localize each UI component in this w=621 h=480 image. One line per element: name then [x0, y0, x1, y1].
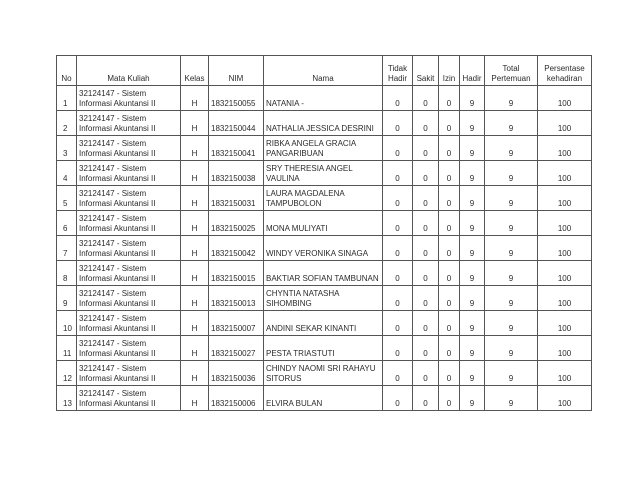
cell-kelas: H — [181, 261, 209, 286]
cell-tidak-hadir: 0 — [383, 86, 413, 111]
cell-nama: SRY THERESIA ANGEL VAULINA — [264, 161, 383, 186]
cell-izin: 0 — [439, 136, 460, 161]
mata-kuliah-line-1: 32124147 - Sistem — [79, 239, 147, 248]
table-row — [57, 386, 592, 411]
header-nama: Nama — [264, 56, 383, 86]
cell-persentase-kehadiran: 100 — [538, 261, 592, 286]
header-total-pertemuan-line-1: Total — [502, 64, 520, 73]
cell-persentase-kehadiran: 100 — [538, 236, 592, 261]
table-row — [57, 261, 592, 286]
cell-izin: 0 — [439, 286, 460, 311]
cell-tidak-hadir: 0 — [383, 161, 413, 186]
cell-sakit: 0 — [413, 386, 439, 411]
cell-sakit: 0 — [413, 86, 439, 111]
cell-nama: CHYNTIA NATASHA SIHOMBING — [264, 286, 383, 311]
cell-no: 13 — [57, 386, 77, 411]
attendance-sheet — [56, 55, 592, 411]
cell-nama: PESTA TRIASTUTI — [264, 336, 383, 361]
header-no: No — [57, 56, 77, 86]
cell-nim: 1832150027 — [209, 336, 264, 361]
cell-nim: 1832150013 — [209, 286, 264, 311]
cell-total-pertemuan: 9 — [485, 261, 538, 286]
cell-total-pertemuan: 9 — [485, 361, 538, 386]
cell-persentase-kehadiran: 100 — [538, 211, 592, 236]
cell-mata-kuliah — [77, 111, 181, 136]
mata-kuliah-line-2: Informasi Akuntansi II — [79, 399, 156, 408]
cell-total-pertemuan: 9 — [485, 136, 538, 161]
cell-kelas: H — [181, 361, 209, 386]
cell-kelas: H — [181, 186, 209, 211]
cell-no: 6 — [57, 211, 77, 236]
cell-persentase-kehadiran: 100 — [538, 111, 592, 136]
cell-hadir: 9 — [460, 386, 485, 411]
cell-izin: 0 — [439, 261, 460, 286]
table-row — [57, 311, 592, 336]
cell-nim: 1832150015 — [209, 261, 264, 286]
table-row — [57, 211, 592, 236]
cell-no: 10 — [57, 311, 77, 336]
cell-kelas: H — [181, 286, 209, 311]
cell-sakit: 0 — [413, 336, 439, 361]
cell-hadir: 9 — [460, 86, 485, 111]
cell-no: 4 — [57, 161, 77, 186]
mata-kuliah-line-2: Informasi Akuntansi II — [79, 324, 156, 333]
cell-sakit: 0 — [413, 286, 439, 311]
table-row — [57, 361, 592, 386]
cell-mata-kuliah — [77, 86, 181, 111]
cell-total-pertemuan: 9 — [485, 186, 538, 211]
cell-sakit: 0 — [413, 161, 439, 186]
cell-nim: 1832150025 — [209, 211, 264, 236]
header-tidak-hadir-line-2: Hadir — [387, 74, 408, 83]
mata-kuliah-line-2: Informasi Akuntansi II — [79, 124, 156, 133]
cell-kelas: H — [181, 111, 209, 136]
cell-nim: 1832150038 — [209, 161, 264, 186]
cell-nim: 1832150006 — [209, 386, 264, 411]
table-row — [57, 111, 592, 136]
cell-hadir: 9 — [460, 236, 485, 261]
cell-izin: 0 — [439, 161, 460, 186]
header-sakit: Sakit — [413, 56, 439, 86]
cell-hadir: 9 — [460, 161, 485, 186]
cell-mata-kuliah — [77, 361, 181, 386]
mata-kuliah-line-1: 32124147 - Sistem — [79, 164, 147, 173]
cell-no: 12 — [57, 361, 77, 386]
cell-total-pertemuan: 9 — [485, 386, 538, 411]
cell-persentase-kehadiran: 100 — [538, 361, 592, 386]
cell-mata-kuliah — [77, 336, 181, 361]
cell-tidak-hadir: 0 — [383, 386, 413, 411]
cell-hadir: 9 — [460, 111, 485, 136]
cell-nim: 1832150055 — [209, 86, 264, 111]
cell-no: 9 — [57, 286, 77, 311]
mata-kuliah-line-2: Informasi Akuntansi II — [79, 149, 156, 158]
cell-mata-kuliah — [77, 386, 181, 411]
header-total-pertemuan — [485, 56, 538, 86]
cell-tidak-hadir: 0 — [383, 311, 413, 336]
header-hadir: Hadir — [460, 56, 485, 86]
cell-mata-kuliah — [77, 311, 181, 336]
mata-kuliah-line-1: 32124147 - Sistem — [79, 364, 147, 373]
cell-tidak-hadir: 0 — [383, 286, 413, 311]
cell-no: 3 — [57, 136, 77, 161]
cell-izin: 0 — [439, 186, 460, 211]
cell-no: 11 — [57, 336, 77, 361]
cell-total-pertemuan: 9 — [485, 236, 538, 261]
cell-kelas: H — [181, 136, 209, 161]
cell-sakit: 0 — [413, 136, 439, 161]
header-izin: Izin — [439, 56, 460, 86]
cell-persentase-kehadiran: 100 — [538, 311, 592, 336]
cell-nama: LAURA MAGDALENA TAMPUBOLON — [264, 186, 383, 211]
cell-total-pertemuan: 9 — [485, 311, 538, 336]
cell-nim: 1832150041 — [209, 136, 264, 161]
cell-mata-kuliah — [77, 136, 181, 161]
cell-persentase-kehadiran: 100 — [538, 336, 592, 361]
cell-hadir: 9 — [460, 286, 485, 311]
cell-nim: 1832150007 — [209, 311, 264, 336]
mata-kuliah-line-1: 32124147 - Sistem — [79, 289, 147, 298]
header-tidak-hadir — [383, 56, 413, 86]
cell-sakit: 0 — [413, 211, 439, 236]
mata-kuliah-line-1: 32124147 - Sistem — [79, 139, 147, 148]
table-row — [57, 161, 592, 186]
mata-kuliah-line-1: 32124147 - Sistem — [79, 114, 147, 123]
cell-kelas: H — [181, 86, 209, 111]
cell-izin: 0 — [439, 386, 460, 411]
cell-tidak-hadir: 0 — [383, 336, 413, 361]
header-tidak-hadir-line-1: Tidak — [387, 64, 408, 73]
cell-total-pertemuan: 9 — [485, 336, 538, 361]
cell-nama: ELVIRA BULAN — [264, 386, 383, 411]
mata-kuliah-line-2: Informasi Akuntansi II — [79, 299, 156, 308]
cell-mata-kuliah — [77, 186, 181, 211]
cell-kelas: H — [181, 236, 209, 261]
cell-tidak-hadir: 0 — [383, 261, 413, 286]
cell-izin: 0 — [439, 236, 460, 261]
mata-kuliah-line-2: Informasi Akuntansi II — [79, 99, 156, 108]
cell-total-pertemuan: 9 — [485, 161, 538, 186]
mata-kuliah-line-1: 32124147 - Sistem — [79, 89, 147, 98]
cell-persentase-kehadiran: 100 — [538, 86, 592, 111]
cell-sakit: 0 — [413, 361, 439, 386]
header-persentase-line-1: Persentase — [544, 64, 585, 73]
header-kelas: Kelas — [181, 56, 209, 86]
table-row — [57, 286, 592, 311]
attendance-rows — [57, 86, 592, 411]
cell-persentase-kehadiran: 100 — [538, 161, 592, 186]
cell-no: 8 — [57, 261, 77, 286]
cell-nama: NATHALIA JESSICA DESRINI — [264, 111, 383, 136]
mata-kuliah-line-2: Informasi Akuntansi II — [79, 224, 156, 233]
cell-persentase-kehadiran: 100 — [538, 286, 592, 311]
cell-total-pertemuan: 9 — [485, 286, 538, 311]
table-row — [57, 86, 592, 111]
header-persentase-kehadiran — [538, 56, 592, 86]
mata-kuliah-line-2: Informasi Akuntansi II — [79, 249, 156, 258]
cell-hadir: 9 — [460, 336, 485, 361]
attendance-table — [56, 55, 592, 411]
mata-kuliah-line-1: 32124147 - Sistem — [79, 389, 147, 398]
cell-nama: CHINDY NAOMI SRI RAHAYU SITORUS — [264, 361, 383, 386]
cell-mata-kuliah — [77, 211, 181, 236]
mata-kuliah-line-1: 32124147 - Sistem — [79, 314, 147, 323]
cell-nim: 1832150031 — [209, 186, 264, 211]
header-nim: NIM — [209, 56, 264, 86]
cell-mata-kuliah — [77, 286, 181, 311]
header-total-pertemuan-line-2: Pertemuan — [491, 74, 531, 83]
cell-nama: ANDINI SEKAR KINANTI — [264, 311, 383, 336]
mata-kuliah-line-1: 32124147 - Sistem — [79, 339, 147, 348]
table-row — [57, 336, 592, 361]
cell-tidak-hadir: 0 — [383, 211, 413, 236]
cell-tidak-hadir: 0 — [383, 136, 413, 161]
mata-kuliah-line-2: Informasi Akuntansi II — [79, 349, 156, 358]
mata-kuliah-line-1: 32124147 - Sistem — [79, 264, 147, 273]
cell-no: 2 — [57, 111, 77, 136]
cell-no: 5 — [57, 186, 77, 211]
cell-izin: 0 — [439, 361, 460, 386]
cell-kelas: H — [181, 336, 209, 361]
cell-persentase-kehadiran: 100 — [538, 136, 592, 161]
table-row — [57, 136, 592, 161]
cell-izin: 0 — [439, 211, 460, 236]
cell-hadir: 9 — [460, 186, 485, 211]
cell-izin: 0 — [439, 86, 460, 111]
cell-nama: RIBKA ANGELA GRACIA PANGARIBUAN — [264, 136, 383, 161]
cell-sakit: 0 — [413, 186, 439, 211]
cell-tidak-hadir: 0 — [383, 236, 413, 261]
cell-sakit: 0 — [413, 261, 439, 286]
cell-hadir: 9 — [460, 136, 485, 161]
mata-kuliah-line-1: 32124147 - Sistem — [79, 189, 147, 198]
cell-mata-kuliah — [77, 236, 181, 261]
cell-kelas: H — [181, 161, 209, 186]
cell-persentase-kehadiran: 100 — [538, 386, 592, 411]
cell-no: 1 — [57, 86, 77, 111]
cell-tidak-hadir: 0 — [383, 111, 413, 136]
cell-sakit: 0 — [413, 311, 439, 336]
cell-mata-kuliah — [77, 161, 181, 186]
cell-tidak-hadir: 0 — [383, 361, 413, 386]
cell-mata-kuliah — [77, 261, 181, 286]
mata-kuliah-line-2: Informasi Akuntansi II — [79, 274, 156, 283]
cell-nim: 1832150044 — [209, 111, 264, 136]
cell-izin: 0 — [439, 336, 460, 361]
cell-nama: NATANIA - — [264, 86, 383, 111]
mata-kuliah-line-1: 32124147 - Sistem — [79, 214, 147, 223]
cell-total-pertemuan: 9 — [485, 111, 538, 136]
cell-hadir: 9 — [460, 311, 485, 336]
cell-nama: BAKTIAR SOFIAN TAMBUNAN — [264, 261, 383, 286]
cell-total-pertemuan: 9 — [485, 211, 538, 236]
cell-hadir: 9 — [460, 361, 485, 386]
header-row — [57, 56, 592, 86]
header-mata-kuliah: Mata Kuliah — [77, 56, 181, 86]
cell-sakit: 0 — [413, 111, 439, 136]
cell-hadir: 9 — [460, 261, 485, 286]
cell-izin: 0 — [439, 111, 460, 136]
cell-sakit: 0 — [413, 236, 439, 261]
cell-persentase-kehadiran: 100 — [538, 186, 592, 211]
cell-nama: MONA MULIYATI — [264, 211, 383, 236]
mata-kuliah-line-2: Informasi Akuntansi II — [79, 174, 156, 183]
cell-nim: 1832150042 — [209, 236, 264, 261]
table-row — [57, 236, 592, 261]
cell-tidak-hadir: 0 — [383, 186, 413, 211]
cell-hadir: 9 — [460, 211, 485, 236]
cell-total-pertemuan: 9 — [485, 86, 538, 111]
cell-kelas: H — [181, 311, 209, 336]
cell-no: 7 — [57, 236, 77, 261]
cell-nama: WINDY VERONIKA SINAGA — [264, 236, 383, 261]
cell-kelas: H — [181, 211, 209, 236]
mata-kuliah-line-2: Informasi Akuntansi II — [79, 199, 156, 208]
table-row — [57, 186, 592, 211]
header-persentase-line-2: kehadiran — [546, 74, 583, 83]
cell-kelas: H — [181, 386, 209, 411]
cell-izin: 0 — [439, 311, 460, 336]
cell-nim: 1832150036 — [209, 361, 264, 386]
mata-kuliah-line-2: Informasi Akuntansi II — [79, 374, 156, 383]
